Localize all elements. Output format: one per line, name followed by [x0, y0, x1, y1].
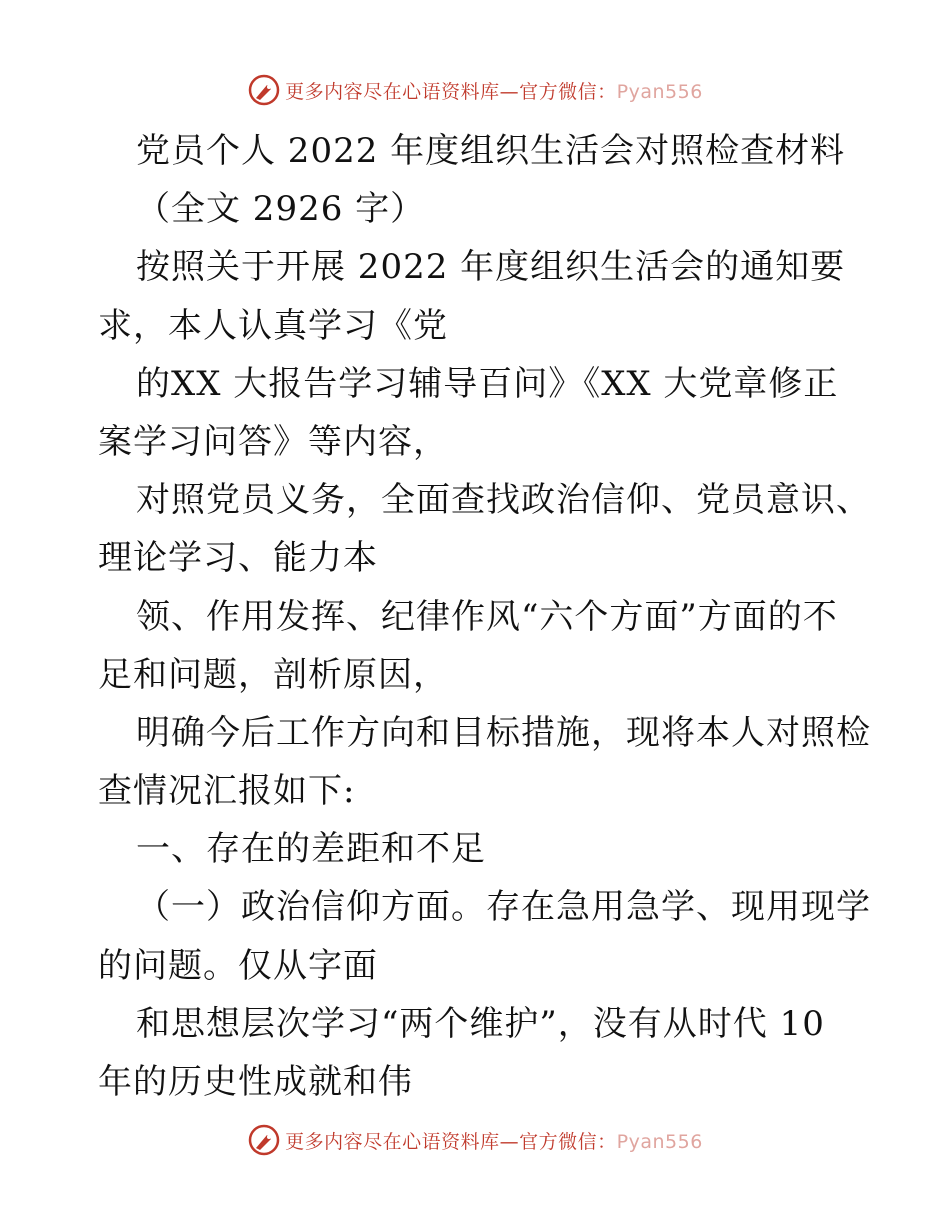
footer-banner: [0, 1120, 950, 1160]
paragraph-line: 的问题。仅从字面: [98, 945, 378, 986]
paragraph-line: 明确今后工作方向和目标措施，现将本人对照检: [136, 712, 871, 753]
banner-text: 更多内容尽在心语资料库—官方微信：Pyan556: [285, 1130, 703, 1153]
paragraph-line: 足和问题，剖析原因，: [98, 654, 448, 695]
paragraph-line: 查情况汇报如下:: [98, 771, 356, 812]
paragraph-line: 理论学习、能力本: [98, 538, 378, 579]
paragraph-line: 年的历史性成就和伟: [98, 1062, 413, 1102]
paragraph-line: 案学习问答》等内容，: [98, 421, 448, 462]
pen-nib-logo-icon: [247, 73, 281, 107]
pen-nib-logo-icon: [247, 1123, 281, 1157]
paragraph-line: 的XX 大报告学习辅导百问》《XX 大党章修正: [136, 363, 839, 404]
paragraph-line: 对照党员义务，全面查找政治信仰、党员意识、: [136, 480, 871, 521]
paragraph-line: 领、作用发挥、纪律作风“六个方面”方面的不: [136, 596, 838, 637]
document-body: [98, 122, 871, 1111]
paragraph-line: 按照关于开展 2022 年度组织生活会的通知要: [136, 247, 846, 288]
section-heading: 一、存在的差距和不足: [136, 829, 486, 870]
paragraph-line: （一）政治信仰方面。存在急用急学、现用现学: [136, 887, 871, 928]
paragraph-line: 和思想层次学习“两个维护”，没有从时代 10: [136, 1003, 825, 1044]
paragraph-line: 求，本人认真学习《党: [98, 305, 448, 346]
document-subtitle: （全文 2926 字）: [136, 189, 426, 230]
document-title: 党员个人 2022 年度组织生活会对照检查材料: [136, 131, 846, 171]
header-banner: [0, 70, 950, 110]
banner-text: 更多内容尽在心语资料库—官方微信：Pyan556: [285, 80, 703, 103]
